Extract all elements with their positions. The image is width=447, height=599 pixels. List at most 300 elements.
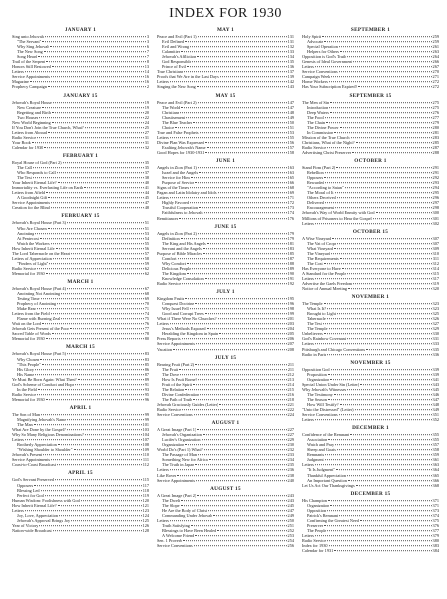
dot-leader bbox=[331, 253, 431, 254]
page-number: 168 bbox=[287, 185, 294, 191]
page-number: 185 bbox=[287, 250, 294, 256]
entry-title: "This People" bbox=[17, 361, 41, 367]
entry-title: In Commission bbox=[307, 129, 334, 135]
dot-leader bbox=[191, 525, 287, 526]
issue-section bbox=[302, 27, 439, 90]
page-number: 325 bbox=[432, 311, 439, 317]
entry-title: Peace and Evil (Part 1) bbox=[157, 34, 197, 39]
page-number: 86 bbox=[144, 366, 149, 372]
entry-title: Memorial for 1930 bbox=[12, 336, 45, 342]
dot-leader bbox=[347, 475, 432, 476]
dot-leader bbox=[46, 192, 144, 193]
issue-section bbox=[157, 355, 294, 418]
page-number: 62 bbox=[144, 270, 149, 276]
dot-leader bbox=[355, 409, 432, 410]
index-entry bbox=[12, 271, 149, 276]
entry-title: Creation for the Blind bbox=[12, 205, 50, 211]
page-number: 292 bbox=[432, 175, 439, 181]
entry-title: Your Inherit Eternal Life? bbox=[12, 180, 57, 186]
page-number: 147 bbox=[287, 99, 294, 105]
dot-leader bbox=[373, 218, 432, 219]
dot-leader bbox=[48, 132, 144, 133]
dot-leader bbox=[85, 127, 144, 128]
dot-leader bbox=[40, 238, 144, 239]
page-number: 236 bbox=[287, 467, 294, 473]
page-number: 40 bbox=[144, 180, 149, 186]
entry-title: Good Hopes for 1930-1931 bbox=[157, 149, 205, 155]
issue-heading: JUNE 1 bbox=[215, 158, 236, 165]
dot-leader bbox=[58, 182, 144, 183]
issue-heading: JULY 15 bbox=[214, 354, 237, 361]
page-number: 163 bbox=[287, 165, 294, 171]
entry-title: Trail of the Serpent bbox=[12, 59, 46, 65]
dot-leader bbox=[46, 399, 144, 400]
dot-leader bbox=[179, 218, 286, 219]
dot-leader bbox=[324, 263, 432, 264]
page-number: 371 bbox=[432, 502, 439, 508]
dot-leader bbox=[52, 122, 144, 123]
page-number: 148 bbox=[287, 109, 294, 115]
dot-leader bbox=[178, 258, 287, 259]
issue-heading: OCTOBER 1 bbox=[354, 158, 387, 165]
page-number: 309 bbox=[432, 245, 439, 251]
entry-title: Millions of Prisoners to Hear the Gospel bbox=[302, 215, 372, 221]
page-number: 287 bbox=[432, 144, 439, 150]
entry-title: Deep Waters bbox=[307, 109, 329, 115]
entry-title: Jehovah's Royal House (Part 3) bbox=[12, 220, 66, 226]
entry-title: Divine Plan Was Expressed bbox=[157, 139, 205, 145]
page-number: 149 bbox=[287, 114, 294, 120]
dot-leader bbox=[200, 394, 286, 395]
entry-title: Servant and the Angels bbox=[162, 245, 202, 251]
dot-leader bbox=[339, 414, 432, 415]
dot-leader bbox=[34, 485, 141, 486]
entry-title: Service Conventions bbox=[157, 412, 193, 418]
issue-heading: JANUARY 15 bbox=[63, 92, 98, 99]
dot-leader bbox=[180, 374, 286, 375]
page-number: 137 bbox=[287, 69, 294, 75]
page-number: 373 bbox=[432, 507, 439, 513]
page-number: 276 bbox=[432, 109, 439, 115]
page-number: 112 bbox=[142, 462, 149, 468]
page-number: 291 bbox=[432, 165, 439, 171]
page-number: 330 bbox=[432, 331, 439, 337]
page-number: 251 bbox=[287, 522, 294, 528]
entry-title: Conquest Doctrine bbox=[162, 301, 195, 307]
page-number: 266 bbox=[432, 59, 439, 65]
issue-heading: APRIL 15 bbox=[68, 470, 93, 477]
dot-leader bbox=[170, 198, 287, 199]
dot-leader bbox=[328, 500, 432, 501]
page-number: 319 bbox=[432, 281, 439, 287]
entry-title: Lucifer's Organization bbox=[162, 437, 201, 443]
dot-leader bbox=[193, 399, 286, 400]
entry-title: Wait on the Lord bbox=[12, 321, 42, 327]
entry-title: Magazine bbox=[12, 79, 29, 85]
page-number: 109 bbox=[142, 447, 149, 453]
page-number: 188 bbox=[287, 260, 294, 266]
dot-leader bbox=[42, 364, 144, 365]
dot-leader bbox=[337, 198, 432, 199]
page-number: 250 bbox=[287, 517, 294, 523]
dot-leader bbox=[71, 520, 141, 521]
entry-title: Ye Must Be Born Again: What Then? bbox=[12, 376, 77, 382]
dot-leader bbox=[197, 495, 286, 496]
dot-leader bbox=[173, 349, 287, 350]
index-entry bbox=[302, 548, 439, 553]
entry-title: Calamities bbox=[162, 49, 181, 55]
entry-title: The Relation bbox=[162, 386, 185, 392]
dot-leader bbox=[85, 434, 142, 435]
dot-leader bbox=[348, 288, 432, 289]
page-number: 232 bbox=[287, 447, 294, 453]
entry-title: Letters from the Field bbox=[12, 311, 50, 317]
entry-title: Opposers bbox=[17, 482, 34, 488]
page-number: 343 bbox=[432, 381, 439, 387]
entry-title: Why Israel Fell bbox=[162, 306, 189, 312]
entry-title: Christians bbox=[162, 109, 180, 115]
dot-leader bbox=[205, 152, 286, 153]
entry-title: Anointing Not Anointing bbox=[17, 291, 61, 297]
page-number: 157 bbox=[287, 144, 294, 150]
page-number: 234 bbox=[287, 457, 294, 463]
page-number: 99 bbox=[144, 417, 149, 422]
entry-title: Peace and Evil (Part 2) bbox=[157, 99, 197, 105]
page-number: 62 bbox=[144, 265, 149, 271]
dot-leader bbox=[198, 36, 287, 37]
dot-leader bbox=[170, 470, 287, 471]
page-number: 312 bbox=[432, 260, 439, 266]
dot-leader bbox=[203, 248, 287, 249]
entry-title: Jehovah's Approval Brings Joy bbox=[17, 517, 71, 523]
entry-title: The Cost bbox=[307, 260, 323, 266]
page-number: 358 bbox=[432, 447, 439, 453]
page-number: 54 bbox=[144, 235, 149, 241]
entry-title: Mission of the True Church bbox=[302, 134, 350, 140]
entry-title: Letters bbox=[157, 467, 169, 473]
issue-heading: MAY 1 bbox=[216, 27, 235, 33]
dot-leader bbox=[185, 389, 286, 390]
entry-title: Pagan and Latin Idolatry and Idols bbox=[157, 190, 217, 196]
index-entry bbox=[157, 412, 294, 417]
dot-leader bbox=[315, 419, 432, 420]
issue-section bbox=[302, 158, 439, 226]
page-number: 55 bbox=[144, 240, 149, 246]
page-number: 263 bbox=[432, 49, 439, 55]
dot-leader bbox=[48, 198, 143, 199]
entry-title: Letters from Abroad bbox=[12, 129, 48, 135]
entry-title: Jehovah's Royal House (Part 4) bbox=[12, 285, 66, 291]
entry-title: True Christians bbox=[157, 69, 184, 75]
dot-leader bbox=[48, 228, 144, 229]
dot-leader bbox=[67, 429, 142, 430]
dot-leader bbox=[170, 323, 287, 324]
page-number: 275 bbox=[432, 104, 439, 110]
dot-leader bbox=[193, 122, 286, 123]
dot-leader bbox=[339, 72, 432, 73]
entry-title: The Son of Man bbox=[12, 411, 41, 417]
dot-leader bbox=[198, 455, 287, 456]
dot-leader bbox=[185, 444, 286, 445]
page-number: 87 bbox=[144, 371, 149, 377]
dot-leader bbox=[330, 112, 432, 113]
dot-leader bbox=[327, 510, 431, 511]
entry-title: Sen. 1 Proverb bbox=[157, 538, 183, 544]
page-number: 57 bbox=[144, 250, 149, 256]
dot-leader bbox=[52, 66, 144, 67]
entry-title: Radio Service bbox=[157, 281, 182, 287]
dot-leader bbox=[179, 369, 287, 370]
issue-heading: FEBRUARY 1 bbox=[62, 152, 99, 159]
page-number: 270 bbox=[432, 69, 439, 75]
dot-leader bbox=[52, 334, 144, 335]
page-number: 13 bbox=[144, 64, 149, 70]
dot-leader bbox=[219, 334, 286, 335]
page-number: 131 bbox=[287, 34, 294, 39]
page-number: 283 bbox=[432, 134, 439, 140]
dot-leader bbox=[175, 127, 286, 128]
page-number: 296 bbox=[432, 195, 439, 201]
page-number: 355 bbox=[432, 432, 439, 438]
page-number: 165 bbox=[287, 175, 294, 181]
dot-leader bbox=[324, 525, 431, 526]
entry-title: Kingdom Fruits bbox=[157, 296, 185, 302]
entry-title: Radio Service bbox=[12, 134, 37, 140]
page-number: 307 bbox=[432, 235, 439, 241]
dot-leader bbox=[81, 500, 142, 501]
page-number: 121 bbox=[142, 502, 149, 508]
page-number: 345 bbox=[432, 386, 439, 392]
page-number: 31 bbox=[144, 139, 149, 145]
entry-title: Calendar for 1931 bbox=[302, 548, 334, 554]
entry-title: The Blue Teacher bbox=[162, 119, 193, 125]
entry-title: Evil Defined bbox=[162, 39, 185, 45]
entry-title: Commanding Under Jehovah bbox=[162, 512, 213, 518]
entry-title: The Passage of Man bbox=[162, 452, 197, 458]
entry-title: The World bbox=[162, 104, 181, 110]
page-number: 133 bbox=[287, 49, 294, 55]
entry-title: "Unto the Distressed" (Letter) bbox=[302, 407, 354, 412]
page-number: 198 bbox=[287, 306, 294, 312]
page-number: 69 bbox=[144, 296, 149, 302]
dot-leader bbox=[35, 233, 143, 234]
entry-title: What if There Were No Churches? bbox=[157, 316, 217, 322]
page-number: 32 bbox=[144, 144, 149, 150]
issue-heading: DECEMBER 15 bbox=[350, 490, 391, 497]
entry-title: The Men of Sin bbox=[302, 99, 330, 105]
dot-leader bbox=[42, 107, 144, 108]
dot-leader bbox=[340, 258, 432, 259]
page-number: 222 bbox=[287, 407, 294, 412]
entry-title: Organization bbox=[307, 502, 330, 508]
entry-title: Exalting Jehovah's Name bbox=[162, 144, 206, 150]
page-number: 151 bbox=[287, 124, 294, 130]
entry-title: Delivered bbox=[307, 200, 324, 206]
index-column-1 bbox=[12, 26, 149, 556]
dot-leader bbox=[325, 455, 431, 456]
issue-section bbox=[302, 360, 439, 423]
dot-leader bbox=[334, 550, 431, 551]
entry-title: The Season bbox=[307, 396, 327, 402]
dot-leader bbox=[195, 303, 286, 304]
dot-leader bbox=[35, 369, 144, 370]
entry-title: Anointing bbox=[17, 230, 35, 236]
issue-section bbox=[12, 93, 149, 150]
issue-heading: AUGUST 15 bbox=[210, 485, 241, 492]
dot-leader bbox=[340, 127, 432, 128]
entry-title: Organization bbox=[307, 376, 330, 382]
page-number: 117 bbox=[142, 482, 149, 488]
dot-leader bbox=[218, 318, 287, 319]
page-number: 317 bbox=[432, 275, 439, 281]
page-number: 327 bbox=[432, 321, 439, 327]
dot-leader bbox=[199, 172, 286, 173]
dot-leader bbox=[220, 77, 287, 78]
page-number: 96 bbox=[144, 396, 149, 402]
page-number: 125 bbox=[142, 517, 149, 523]
dot-leader bbox=[347, 339, 432, 340]
page-number: 211 bbox=[287, 366, 294, 372]
entry-title: New Creature bbox=[17, 104, 41, 110]
dot-leader bbox=[329, 82, 432, 83]
dot-leader bbox=[180, 112, 286, 113]
issue-section bbox=[157, 224, 294, 287]
entry-title: How Will Testify? bbox=[307, 401, 339, 407]
dot-leader bbox=[45, 36, 146, 37]
dot-leader bbox=[70, 329, 144, 330]
entry-title: Others Deceived bbox=[307, 195, 336, 201]
entry-title: Service Conventions bbox=[302, 69, 338, 75]
page-number: 285 bbox=[432, 139, 439, 145]
dot-leader bbox=[325, 203, 432, 204]
dot-leader bbox=[39, 525, 141, 526]
entry-title: Israel and the Angels bbox=[162, 170, 199, 176]
dot-leader bbox=[67, 288, 144, 289]
dot-leader bbox=[57, 172, 144, 173]
page-number: 243 bbox=[287, 492, 294, 498]
dot-leader bbox=[328, 399, 432, 400]
entry-title: His Champion bbox=[302, 497, 327, 503]
dot-leader bbox=[30, 82, 144, 83]
page-number: 132 bbox=[287, 44, 294, 50]
page-number: 329 bbox=[432, 326, 439, 332]
entry-title: A Great Image (Part 2) bbox=[157, 492, 197, 498]
page-number: 271 bbox=[432, 74, 439, 80]
entry-title: Like Rover bbox=[157, 472, 177, 478]
entry-title: Year of Victory bbox=[12, 522, 39, 528]
entry-title: Coast-to-Coast Broadcast bbox=[12, 462, 57, 468]
entry-title: Bearing Fruit (Part 2) bbox=[157, 361, 195, 367]
dot-leader bbox=[61, 293, 143, 294]
entry-title: Radio in Paris bbox=[302, 351, 327, 357]
issue-section bbox=[12, 279, 149, 342]
page-number: 363 bbox=[432, 462, 439, 468]
page-number: 25 bbox=[144, 124, 149, 130]
page-number: 288 bbox=[432, 149, 439, 155]
dot-leader bbox=[323, 323, 432, 324]
dot-leader bbox=[187, 66, 287, 67]
entry-title: Signs of the Times bbox=[157, 185, 190, 191]
issue-heading: NOVEMBER 15 bbox=[350, 359, 391, 366]
entry-title: The Food bbox=[307, 114, 324, 120]
page-number: 377 bbox=[432, 527, 439, 533]
page-number: 245 bbox=[287, 502, 294, 508]
page-number: 179 bbox=[287, 230, 294, 236]
dot-leader bbox=[38, 389, 144, 390]
entry-title: Genesis of Ideal Government bbox=[302, 59, 353, 65]
page-number: 183 bbox=[287, 245, 294, 251]
dot-leader bbox=[48, 87, 146, 88]
page-number: 314 bbox=[432, 265, 439, 271]
dot-leader bbox=[205, 313, 287, 314]
entry-title: The Fruit bbox=[162, 366, 179, 372]
page-number: 272 bbox=[432, 79, 439, 85]
index-entry bbox=[12, 336, 149, 341]
entry-title: Memorial for 1930 bbox=[12, 270, 45, 276]
entry-title: Organization bbox=[162, 442, 185, 448]
entry-title: Jehovah's Royal House (Part 5) bbox=[12, 351, 66, 357]
entry-title: Two Houses bbox=[17, 114, 39, 120]
page-number: 166 bbox=[287, 180, 294, 186]
entry-title: The Kingdom bbox=[162, 270, 186, 276]
entry-title: Singing the New Song bbox=[157, 84, 196, 90]
dot-leader bbox=[192, 61, 286, 62]
entry-title: Unbelievers bbox=[302, 331, 323, 337]
page-number: 71 bbox=[144, 306, 149, 312]
page-number: 134 bbox=[287, 54, 294, 60]
page-number: 365 bbox=[432, 472, 439, 478]
index-entry bbox=[12, 84, 149, 89]
page-number: 173 bbox=[287, 205, 294, 211]
page-number: 339 bbox=[432, 371, 439, 377]
dot-leader bbox=[182, 283, 286, 284]
page-number: 124 bbox=[142, 512, 149, 518]
entry-title: Divine Confederation bbox=[162, 391, 200, 397]
page-number: 204 bbox=[287, 326, 294, 332]
entry-title: Why Jehovah's Witnesses bbox=[302, 386, 347, 392]
page-number: 192 bbox=[287, 281, 294, 287]
dot-leader bbox=[337, 313, 432, 314]
page-number: 101 bbox=[142, 422, 149, 428]
issue-heading: JANUARY 1 bbox=[64, 27, 97, 33]
page-number: 120 bbox=[142, 497, 149, 503]
issue-section bbox=[12, 470, 149, 533]
dot-leader bbox=[181, 51, 286, 52]
dot-leader bbox=[329, 107, 431, 108]
entry-title: The Test bbox=[307, 321, 322, 327]
entry-title: Rebellion bbox=[307, 170, 324, 176]
dot-leader bbox=[37, 308, 144, 309]
entry-title: Letters bbox=[302, 417, 314, 423]
page-number: 221 bbox=[287, 401, 294, 407]
dot-leader bbox=[67, 419, 143, 420]
entry-title: God's Servant Preserved bbox=[12, 477, 55, 483]
entry-title: Pittsburgh and Chicago Conventions bbox=[302, 346, 366, 352]
dot-leader bbox=[360, 384, 431, 385]
dot-leader bbox=[190, 308, 287, 309]
page-number: 68 bbox=[144, 291, 149, 297]
entry-title: Service Appointments bbox=[12, 74, 51, 80]
page-number: 93 bbox=[144, 386, 149, 392]
dot-leader bbox=[25, 510, 142, 511]
page-number: 374 bbox=[432, 512, 439, 518]
dot-leader bbox=[67, 223, 144, 224]
entry-title: The Testimony bbox=[307, 391, 333, 397]
dot-leader bbox=[324, 334, 432, 335]
dot-leader bbox=[195, 535, 286, 536]
page-number: 254 bbox=[287, 538, 294, 544]
entry-title: Prophecy of Anointing bbox=[17, 301, 57, 307]
